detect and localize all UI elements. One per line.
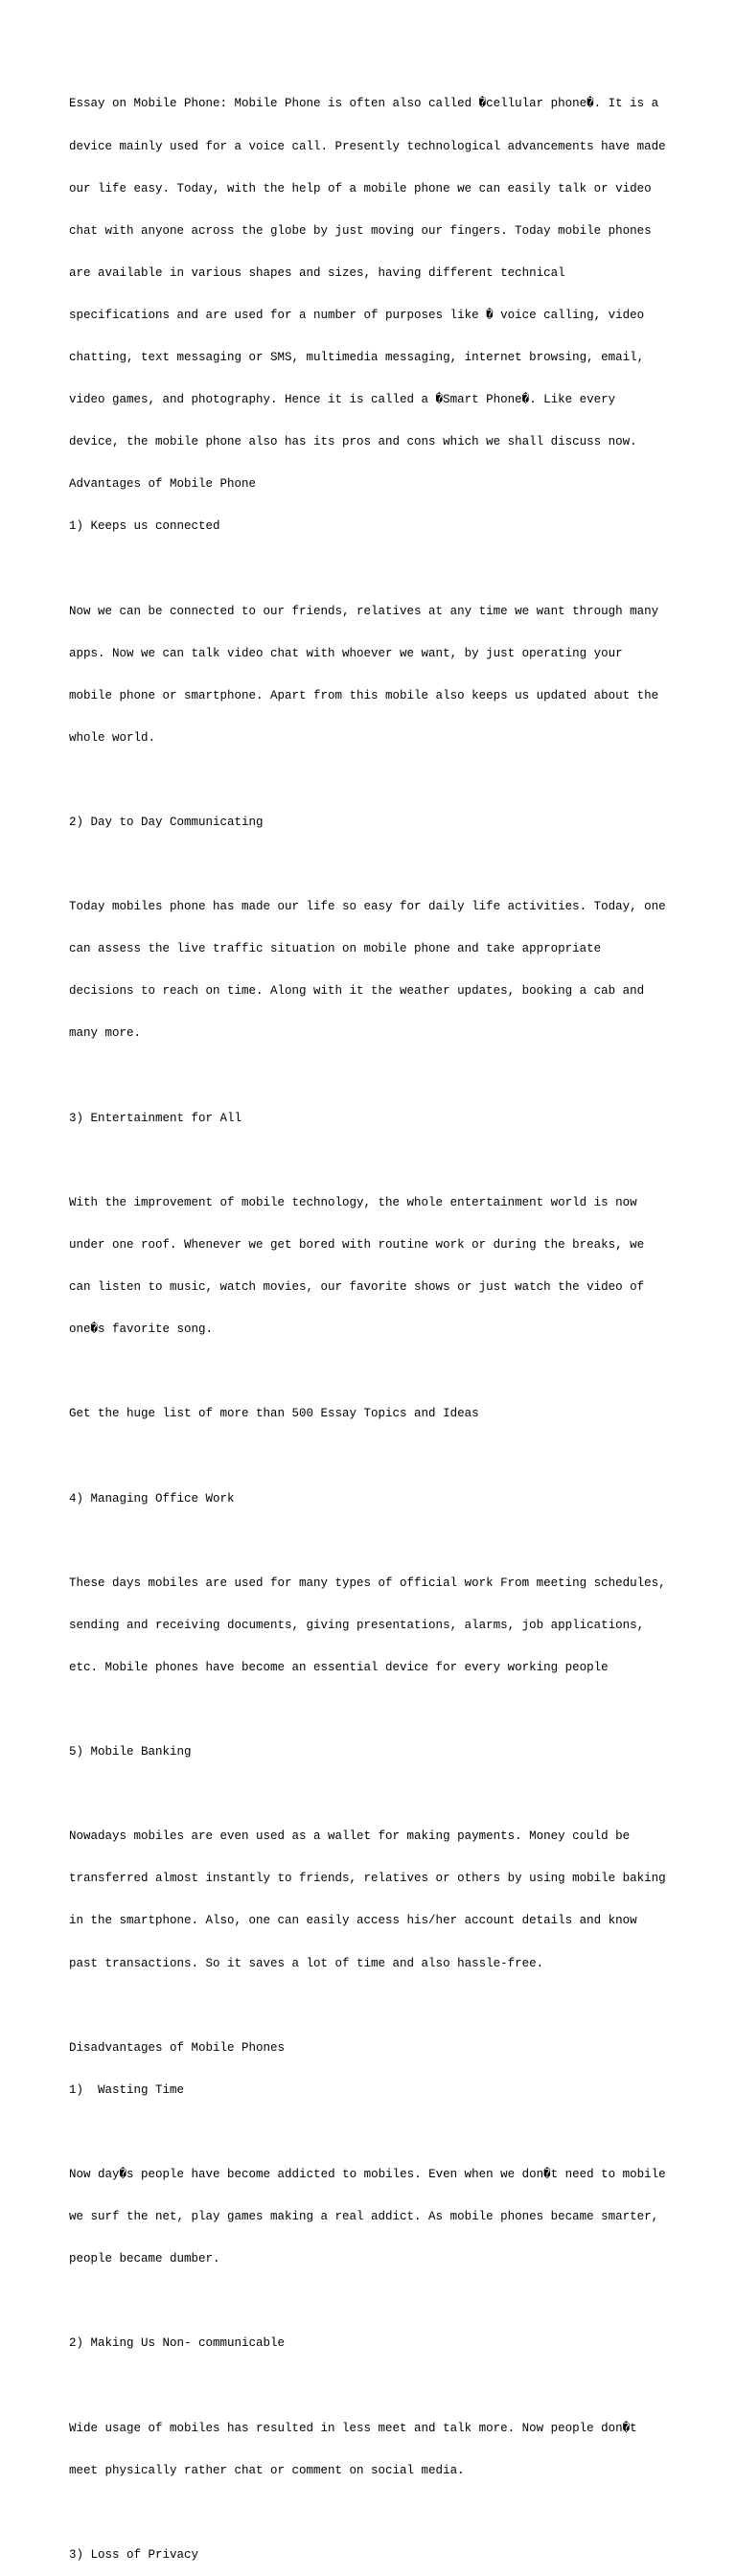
text-line: Nowadays mobiles are even used as a wallet for making payments. Money could be xyxy=(69,1829,631,1844)
text-line: chatting, text messaging or SMS, multimedia messaging, internet browsing, email, xyxy=(69,350,645,364)
text-line: past transactions. So it saves a lot of time and also hassle-free. xyxy=(69,1956,544,1970)
item-heading: 4) Managing Office Work xyxy=(69,1491,235,1506)
text-line: device, the mobile phone also has its pros and cons which we shall discuss now. xyxy=(69,435,637,449)
blank-line xyxy=(69,1703,682,1717)
item-heading: 3) Loss of Privacy xyxy=(69,2547,199,2562)
text-line: in the smartphone. Also, one can easily access his/her account details and know xyxy=(69,1914,637,1928)
text-line: Now we can be connected to our friends, relatives at any time we want through many xyxy=(69,604,659,618)
text-line: many more. xyxy=(69,1026,142,1041)
item-heading: 1) Keeps us connected xyxy=(69,519,220,534)
item-heading: 2) Making Us Non- communicable xyxy=(69,2336,286,2351)
text-line: under one roof. Whenever we get bored with routine work or during the breaks, we xyxy=(69,1237,645,1252)
text-line: Essay on Mobile Phone: Mobile Phone is often also called �cellular phone�. It is a xyxy=(69,97,659,111)
text-line: Today mobiles phone has made our life so easy for daily life activities. Today, one xyxy=(69,900,666,914)
blank-line xyxy=(69,2379,682,2393)
text-line: meet physically rather chat or comment on social media. xyxy=(69,2463,465,2477)
section-heading: Advantages of Mobile Phone xyxy=(69,477,257,492)
text-line: can assess the live traffic situation on mobile phone and take appropriate xyxy=(69,942,602,956)
text-line: people became dumber. xyxy=(69,2252,220,2266)
text-line: transferred almost instantly to friends, relatives or others by using mobile baking xyxy=(69,1872,666,1886)
text-line: Get the huge list of more than 500 Essay Topics and Ideas xyxy=(69,1407,479,1421)
item-heading: 2) Day to Day Communicating xyxy=(69,816,264,829)
blank-line xyxy=(69,773,682,788)
text-line: etc. Mobile phones have become an essential device for every working people xyxy=(69,1660,609,1674)
blank-line xyxy=(69,1449,682,1463)
text-line: decisions to reach on time. Along with it the weather updates, booking a cab and xyxy=(69,984,645,999)
text-line: sending and receiving documents, giving presentations, alarms, job applications, xyxy=(69,1618,645,1632)
document-page xyxy=(69,69,682,2576)
blank-line xyxy=(69,1070,682,1084)
text-line: specifications and are used for a number of purposes like � voice calling, video xyxy=(69,308,645,322)
item-heading: 1) Wasting Time xyxy=(69,2082,185,2097)
blank-line xyxy=(69,2506,682,2520)
text-line: These days mobiles are used for many types of official work From meeting schedules, xyxy=(69,1576,666,1590)
text-line: Now day�s people have become addicted to mobiles. Even when we don�t need to mobile xyxy=(69,2168,666,2181)
text-line: device mainly used for a voice call. Presently technological advancements have made xyxy=(69,139,666,153)
blank-line xyxy=(69,562,682,576)
text-line: chat with anyone across the globe by just moving our fingers. Today mobile phones xyxy=(69,223,652,238)
text-line: we surf the net, play games making a real addict. As mobile phones became smarter, xyxy=(69,2210,659,2224)
blank-line xyxy=(69,1787,682,1802)
text-line: Wide usage of mobiles has resulted in less meet and talk more. Now people don�t xyxy=(69,2421,637,2435)
blank-line xyxy=(69,2294,682,2309)
text-line: one�s favorite song. xyxy=(69,1322,214,1337)
blank-line xyxy=(69,1534,682,1549)
text-line: are available in various shapes and sizes, having different technical xyxy=(69,265,565,280)
blank-line xyxy=(69,2126,682,2140)
blank-line xyxy=(69,858,682,872)
blank-line xyxy=(69,1365,682,1379)
text-line: our life easy. Today, with the help of a mobile phone we can easily talk or video xyxy=(69,181,652,196)
text-line: mobile phone or smartphone. Apart from this mobile also keeps us updated about the xyxy=(69,688,659,702)
blank-line xyxy=(69,1154,682,1168)
text-line: whole world. xyxy=(69,730,156,745)
text-line: video games, and photography. Hence it is called a �Smart Phone�. Like every xyxy=(69,393,616,407)
section-heading: Disadvantages of Mobile Phones xyxy=(69,2040,286,2055)
text-line: apps. Now we can talk video chat with whoever we want, by just operating your xyxy=(69,646,623,660)
item-heading: 3) Entertainment for All xyxy=(69,1111,242,1125)
blank-line xyxy=(69,1999,682,2013)
item-heading: 5) Mobile Banking xyxy=(69,1745,192,1760)
text-line: With the improvement of mobile technology, the whole entertainment world is now xyxy=(69,1195,637,1209)
text-line: can listen to music, watch movies, our favorite shows or just watch the video of xyxy=(69,1280,645,1295)
